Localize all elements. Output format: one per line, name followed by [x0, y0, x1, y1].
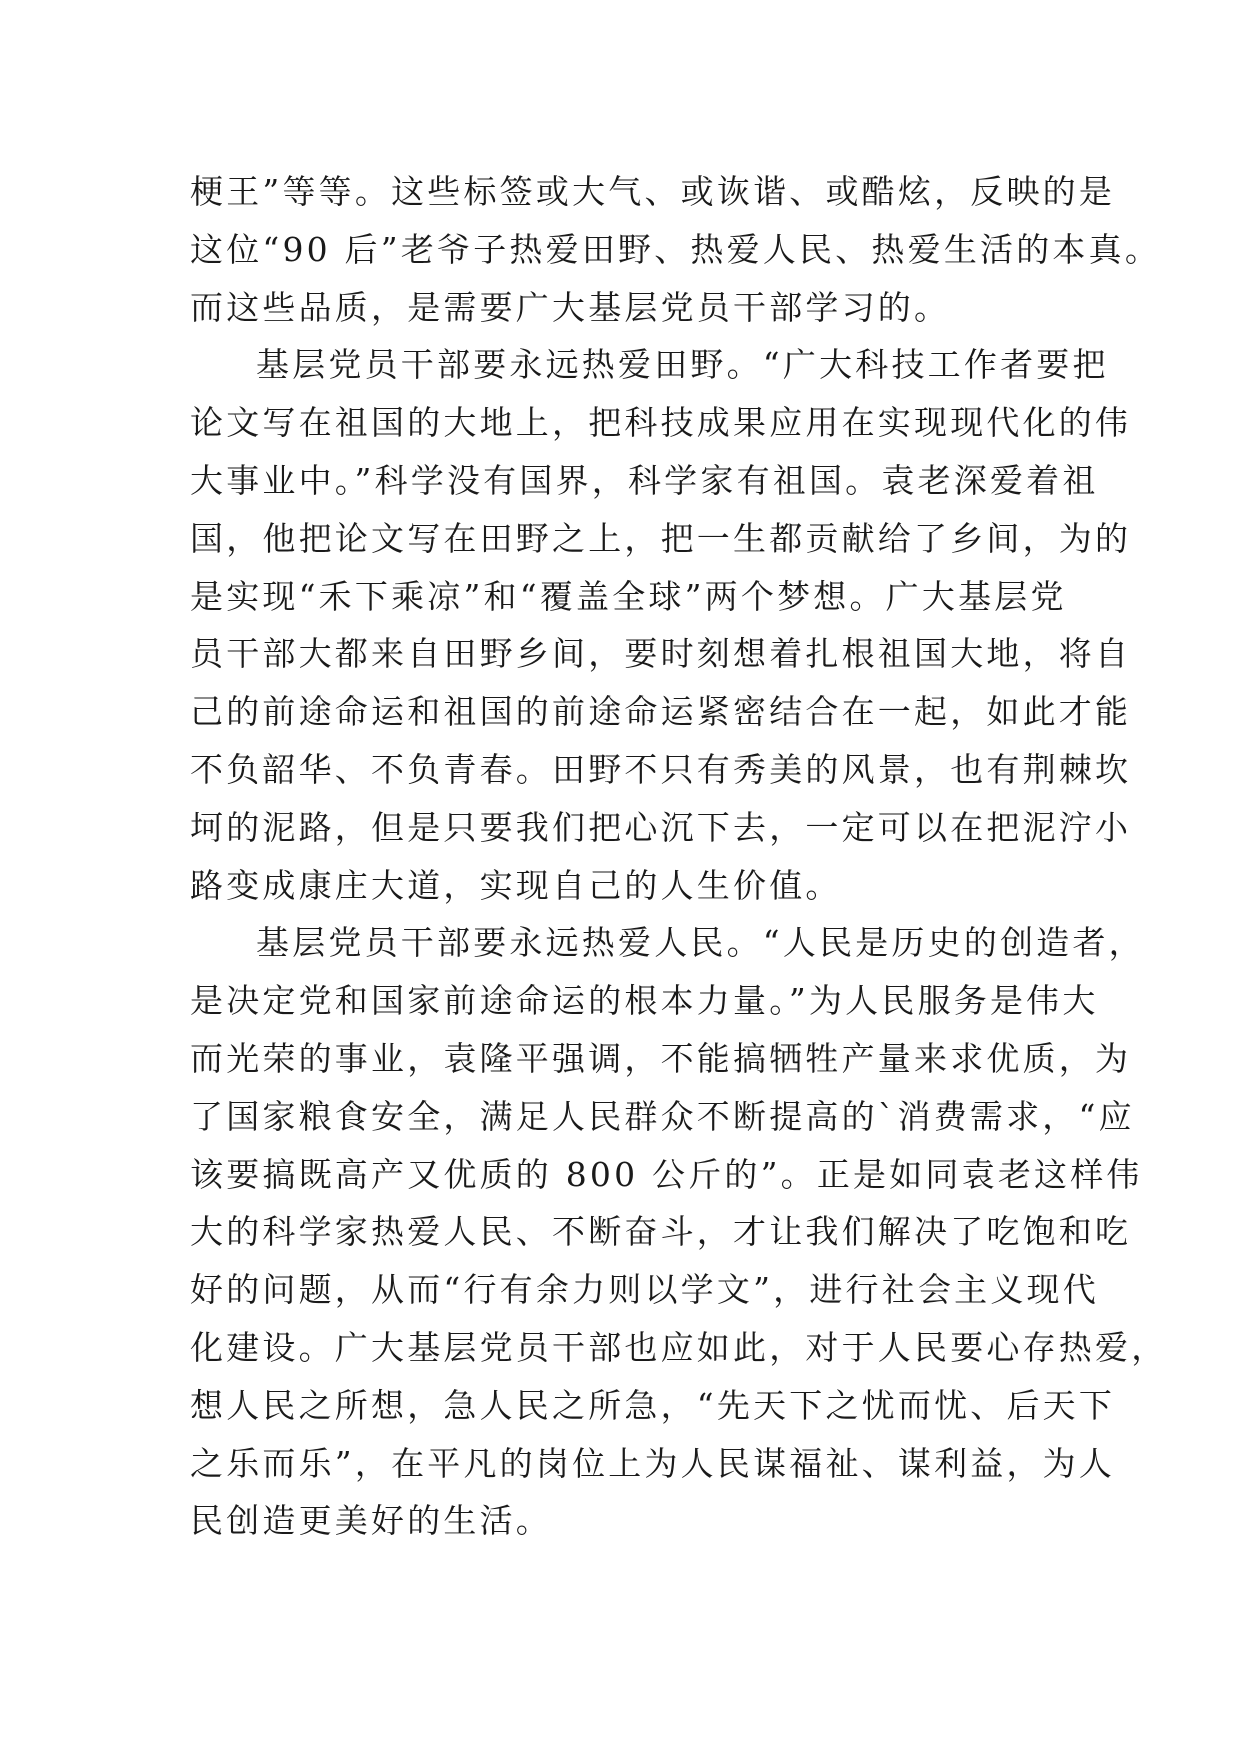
text-line: 了国家粮食安全，满足人民群众不断提高的`消费需求，“应: [190, 1096, 1135, 1136]
text-line: 想人民之所想，急人民之所急，“先天下之忧而忧、后天下: [190, 1385, 1116, 1425]
text-line: 己的前途命运和祖国的前途命运紧密结合在一起，如此才能: [190, 692, 1132, 732]
text-line: 而这些品质，是需要广大基层党员干部学习的。: [190, 287, 951, 327]
text-line: 大的科学家热爱人民、不断奋斗，才让我们解决了吃饱和吃: [190, 1212, 1132, 1252]
text-line: 国，他把论文写在田野之上，把一生都贡献给了乡间，为的: [190, 518, 1132, 558]
text-line: 这位“90 后”老爷子热爱田野、热爱人民、热爱生活的本真。: [190, 229, 1162, 269]
text-line: 是实现“禾下乘凉”和“覆盖全球”两个梦想。广大基层党: [190, 576, 1067, 616]
paragraph-1: [190, 163, 1162, 336]
text-line: 之乐而乐”，在平凡的岗位上为人民谋福祉、谋利益，为人: [190, 1443, 1116, 1483]
paragraph-2: [190, 336, 1132, 914]
document-body: [190, 163, 1168, 1550]
text-line: 论文写在祖国的大地上，把科技成果应用在实现现代化的伟: [190, 403, 1132, 443]
text-line: 坷的泥路，但是只要我们把心沉下去，一定可以在把泥泞小: [190, 807, 1132, 847]
text-line: 基层党员干部要永远热爱人民。“人民是历史的创造者，: [256, 923, 1145, 963]
text-line: 而光荣的事业，袁隆平强调，不能搞牺牲产量来求优质，为: [190, 1038, 1132, 1078]
text-line: 路变成康庄大道，实现自己的人生价值。: [190, 865, 842, 905]
text-line: 基层党员干部要永远热爱田野。“广大科技工作者要把: [256, 345, 1109, 385]
text-line: 员干部大都来自田野乡间，要时刻想着扎根祖国大地，将自: [190, 634, 1132, 674]
text-line: 大事业中。”科学没有国界，科学家有祖国。袁老深爱着祖: [190, 460, 1099, 500]
text-line: 不负韶华、不负青春。田野不只有秀美的风景，也有荆棘坎: [190, 749, 1132, 789]
text-line: 是决定党和国家前途命运的根本力量。”为人民服务是伟大: [190, 981, 1099, 1021]
text-line: 民创造更美好的生活。: [190, 1501, 552, 1541]
text-line: 化建设。广大基层党员干部也应如此，对于人民要心存热爱，: [190, 1327, 1168, 1367]
text-line: 该要搞既高产又优质的 800 公斤的”。正是如同袁老这样伟: [190, 1154, 1143, 1194]
text-line: 梗王”等等。这些标签或大气、或诙谐、或酷炫，反映的是: [190, 172, 1116, 211]
paragraph-3: [190, 914, 1168, 1550]
text-line: 好的问题，从而“行有余力则以学文”，进行社会主义现代: [190, 1270, 1099, 1310]
